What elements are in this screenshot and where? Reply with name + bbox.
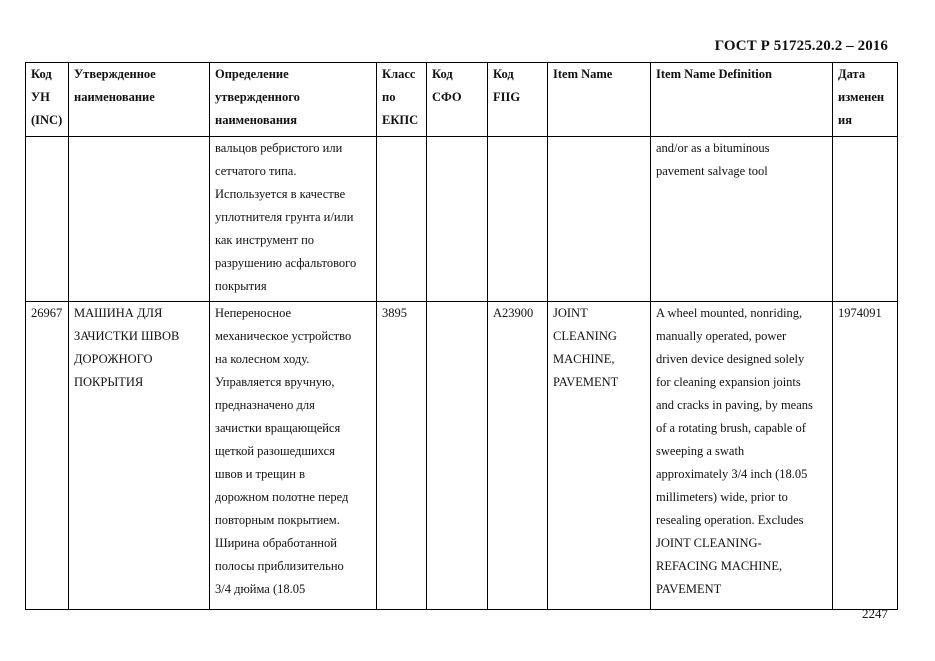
header-change-date: Дата изменен ия (833, 63, 898, 137)
header-item-name-definition: Item Name Definition (651, 63, 833, 137)
page-number: 2247 (862, 606, 888, 621)
header-sfo-code: Код СФО (427, 63, 488, 137)
header-fiig-code: Код FIIG (488, 63, 548, 137)
header-item-name: Item Name (548, 63, 651, 137)
cell-item-name-definition: and/or as a bituminous pavement salvage tool (651, 137, 833, 302)
cell-definition: вальцов ребристого или сетчатого типа. Используется в качестве уплотнителя грунта и/или как инструмент по разрушению асфальтового покрытия (210, 137, 377, 302)
cell-item-name (548, 137, 651, 302)
header-definition: Определение утвержденного наименования (210, 63, 377, 137)
cell-approved-name (69, 137, 210, 302)
cell-sfo-code (427, 302, 488, 610)
cell-item-name: JOINT CLEANING MACHINE, PAVEMENT (548, 302, 651, 610)
cell-ekps-class: 3895 (377, 302, 427, 610)
cell-inc: 26967 (26, 302, 69, 610)
cell-item-name-definition: A wheel mounted, nonriding, manually operated, power driven device designed solely for cleaning expansion joints and cracks in paving, by means of a rotating brush, capable of sweeping a swath approximately 3/4 inch (18.05 millimeters) wide, prior to resealing operation. Excludes JOINT CLEANING- REFACING MACHINE, PAVEMENT (651, 302, 833, 610)
cell-fiig-code: A23900 (488, 302, 548, 610)
cell-change-date (833, 137, 898, 302)
cell-ekps-class (377, 137, 427, 302)
cell-approved-name: МАШИНА ДЛЯ ЗАЧИСТКИ ШВОВ ДОРОЖНОГО ПОКРЫТИЯ (69, 302, 210, 610)
header-inc: Код УН (INC) (26, 63, 69, 137)
document-standard-header: ГОСТ Р 51725.20.2 – 2016 (714, 38, 888, 54)
specification-table (25, 62, 898, 610)
table-header-row (26, 63, 898, 137)
cell-change-date: 1974091 (833, 302, 898, 610)
cell-definition: Непереносное механическое устройство на колесном ходу. Управляется вручную, предназначено для зачистки вращающейся щеткой разошедшихся швов и трещин в дорожном полотне перед повторным покрытием. Ширина обработанной полосы приблизительно 3/4 дюйма (18.05 (210, 302, 377, 610)
table-row-item (26, 302, 898, 610)
cell-sfo-code (427, 137, 488, 302)
header-approved-name: Утвержденное наименование (69, 63, 210, 137)
header-ekps-class: Класс по ЕКПС (377, 63, 427, 137)
table-row-continuation (26, 137, 898, 302)
cell-fiig-code (488, 137, 548, 302)
cell-inc (26, 137, 69, 302)
